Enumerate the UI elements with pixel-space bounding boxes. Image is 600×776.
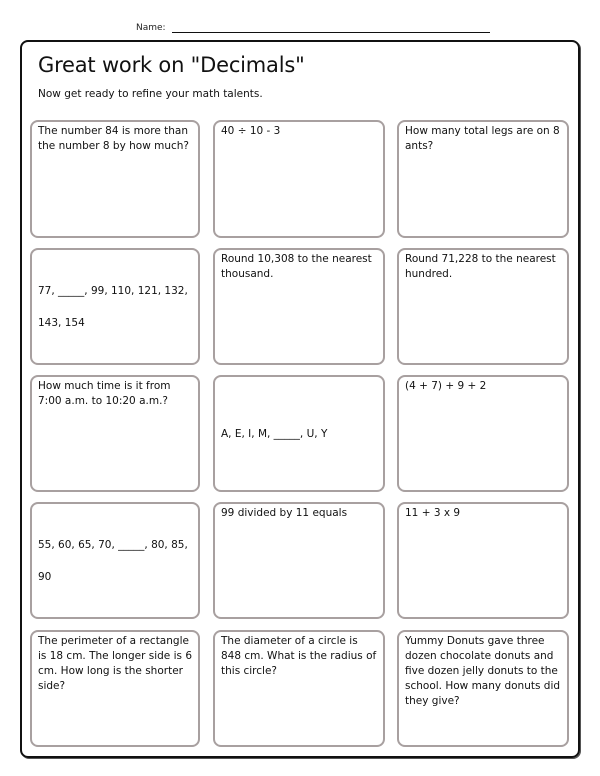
worksheet-title: Great work on "Decimals" bbox=[38, 53, 305, 77]
problem-box[interactable] bbox=[30, 120, 200, 238]
problem-box[interactable] bbox=[30, 248, 200, 365]
name-field[interactable] bbox=[172, 22, 490, 33]
name-row bbox=[136, 22, 490, 33]
problem-box[interactable] bbox=[213, 375, 385, 492]
problem-text: Round 71,228 to the nearest hundred. bbox=[405, 253, 556, 280]
problem-text: Yummy Donuts gave three dozen chocolate donuts and five dozen jelly donuts to the school. How many donuts did they give? bbox=[405, 635, 561, 707]
problem-box[interactable] bbox=[397, 120, 569, 238]
problem-text: 55, 60, 65, 70, _____, 80, 85, 90 bbox=[38, 538, 188, 583]
problem-box[interactable] bbox=[213, 630, 385, 747]
problem-text: How much time is it from 7:00 a.m. to 10:20 a.m.? bbox=[38, 380, 171, 407]
problem-text: How many total legs are on 8 ants? bbox=[405, 125, 560, 152]
problem-text: A, E, I, M, _____, U, Y bbox=[221, 427, 328, 440]
problem-text: 11 + 3 x 9 bbox=[405, 507, 461, 519]
problem-box[interactable] bbox=[213, 502, 385, 619]
problem-box[interactable] bbox=[30, 502, 200, 619]
worksheet-subtitle: Now get ready to refine your math talents. bbox=[38, 88, 263, 100]
problem-box[interactable] bbox=[397, 248, 569, 365]
name-label: Name: bbox=[136, 23, 166, 33]
problem-text: Round 10,308 to the nearest thousand. bbox=[221, 253, 372, 280]
problem-text: The diameter of a circle is 848 cm. What is the radius of this circle? bbox=[221, 635, 377, 677]
problem-text: 99 divided by 11 equals bbox=[221, 507, 348, 519]
problem-box[interactable] bbox=[213, 248, 385, 365]
problem-box[interactable] bbox=[397, 375, 569, 492]
problem-box[interactable] bbox=[30, 630, 200, 747]
problem-box[interactable] bbox=[30, 375, 200, 492]
problem-text: 40 ÷ 10 - 3 bbox=[221, 125, 281, 137]
problem-box[interactable] bbox=[397, 502, 569, 619]
problem-text: The number 84 is more than the number 8 by how much? bbox=[38, 125, 190, 152]
problem-text: (4 + 7) + 9 + 2 bbox=[405, 380, 487, 392]
problem-text: The perimeter of a rectangle is 18 cm. The longer side is 6 cm. How long is the shorter side? bbox=[38, 635, 192, 692]
problem-box[interactable] bbox=[213, 120, 385, 238]
problem-text: 77, _____, 99, 110, 121, 132, 143, 154 bbox=[38, 284, 188, 329]
problem-box[interactable] bbox=[397, 630, 569, 747]
